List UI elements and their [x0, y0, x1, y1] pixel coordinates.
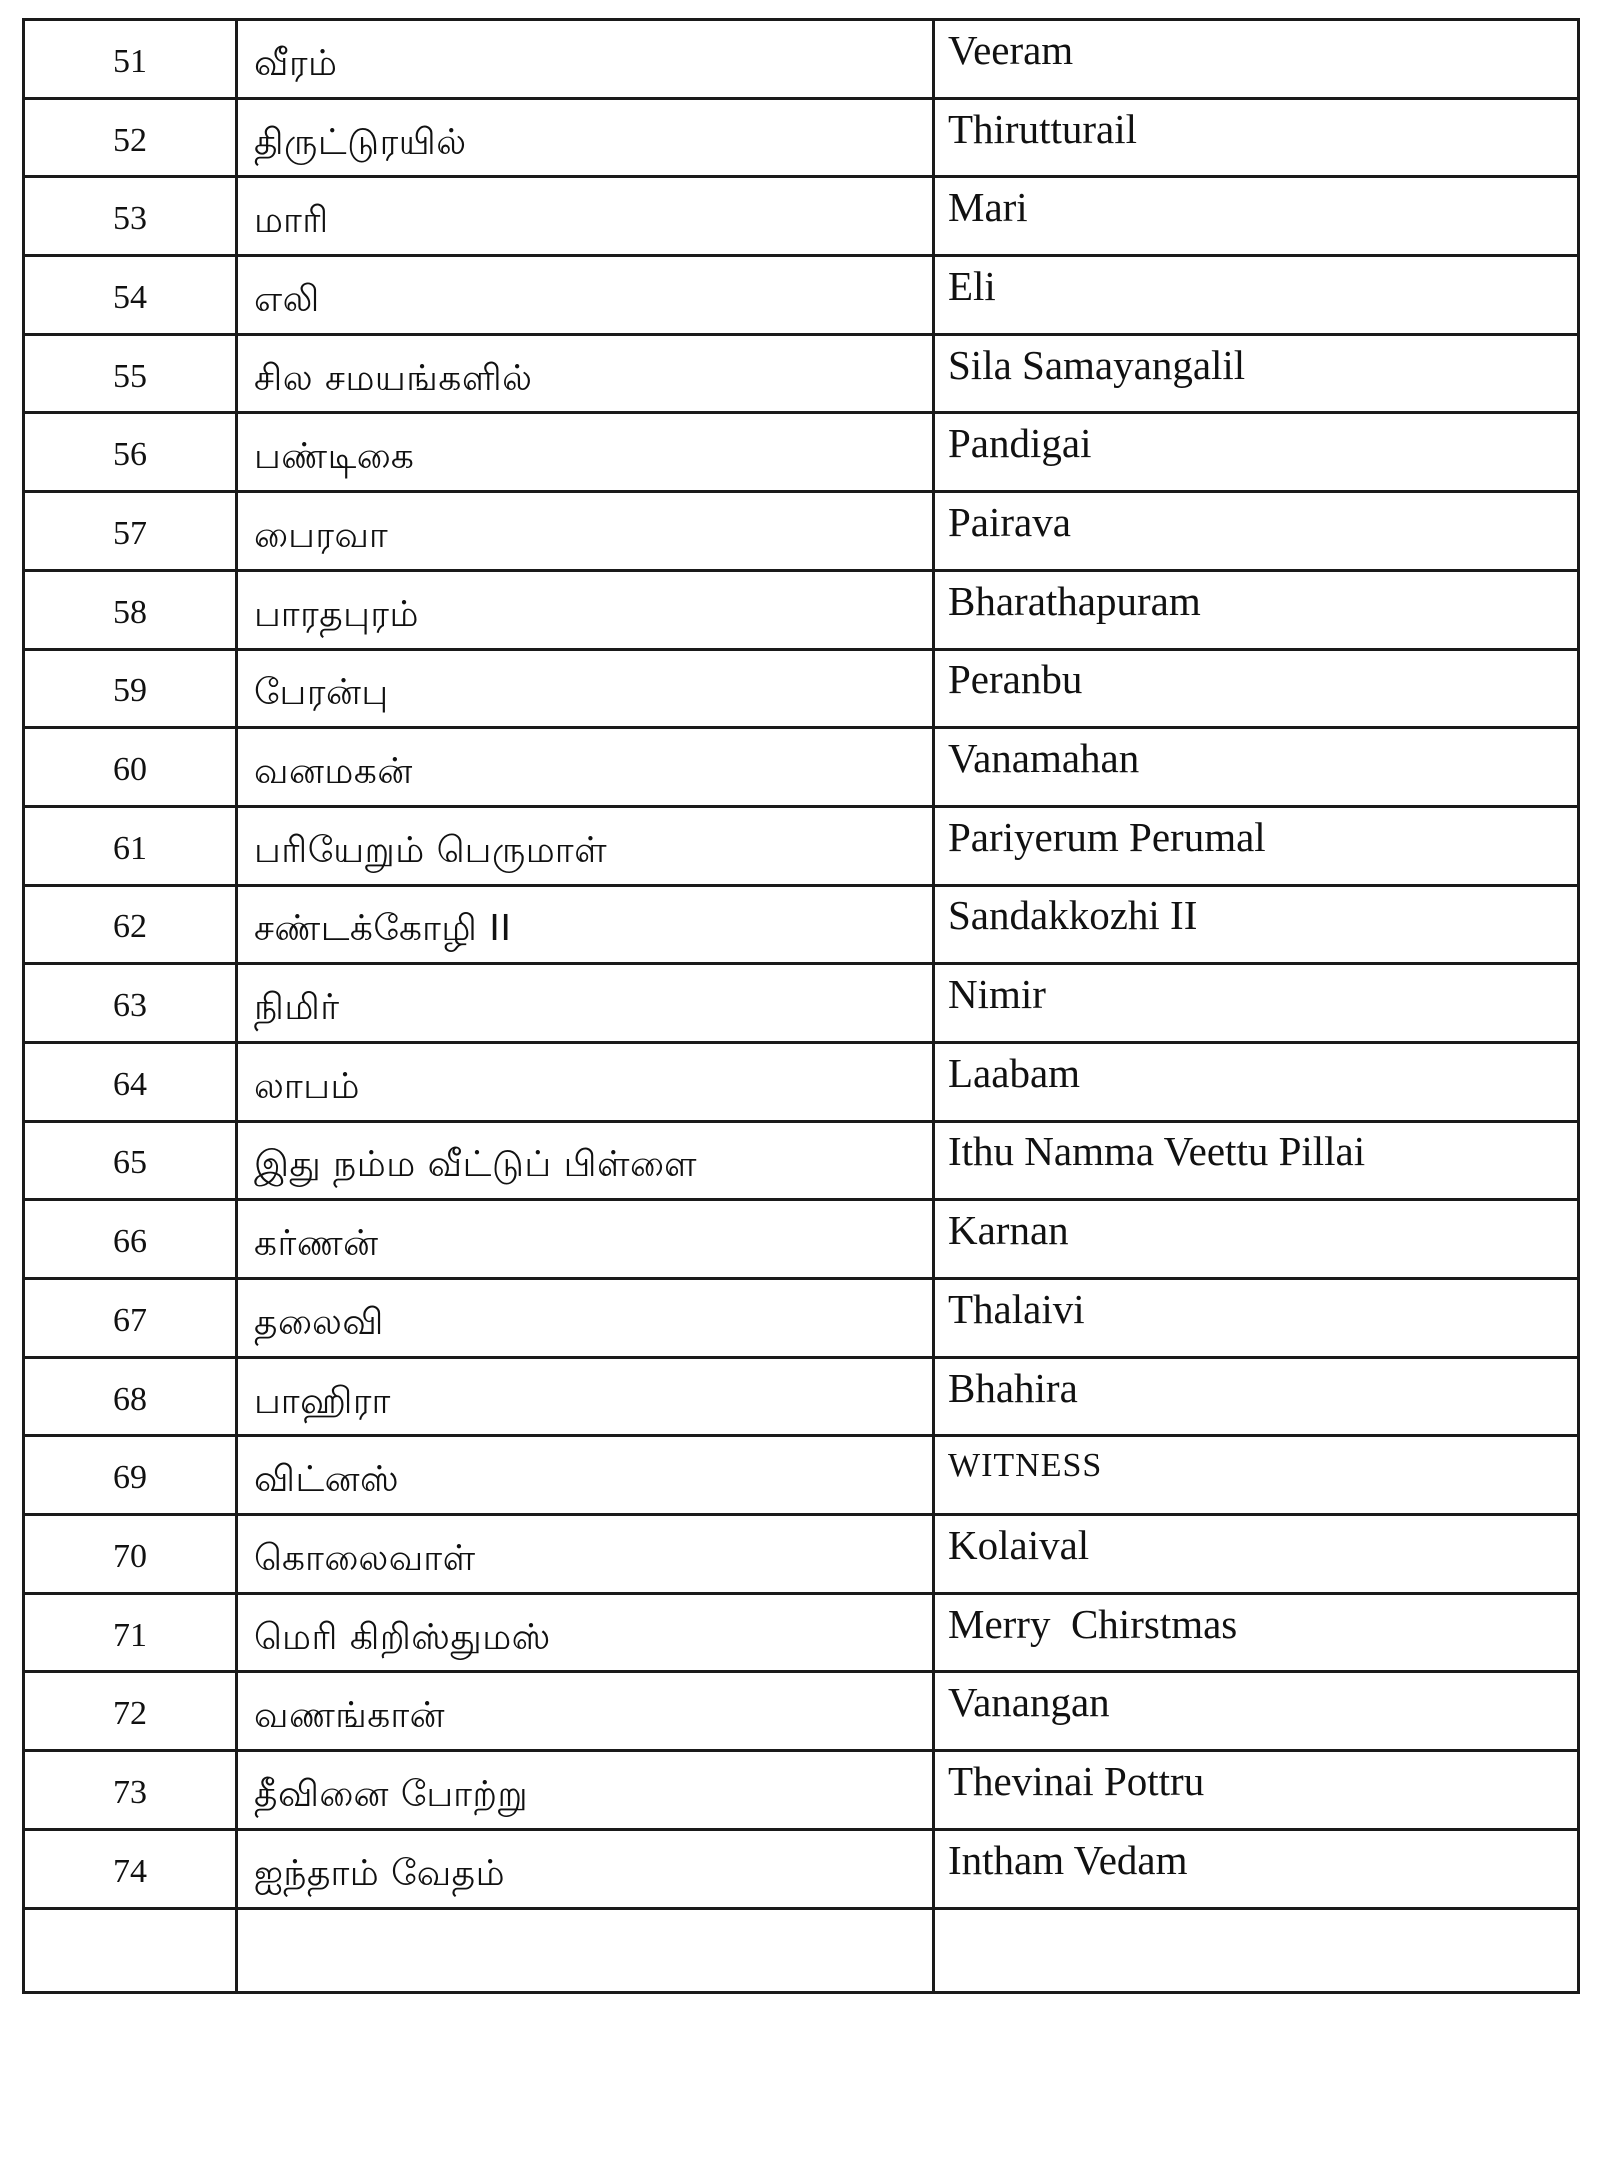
english-title: Sila Samayangalil — [934, 334, 1579, 413]
row-number: 73 — [24, 1751, 237, 1830]
english-title: Eli — [934, 256, 1579, 335]
english-title: Laabam — [934, 1042, 1579, 1121]
english-title: WITNESS — [934, 1436, 1579, 1515]
tamil-title: பாஹிரா — [237, 1357, 934, 1436]
english-title: Kolaival — [934, 1515, 1579, 1594]
table-row — [24, 728, 1579, 807]
row-number: 55 — [24, 334, 237, 413]
row-number: 72 — [24, 1672, 237, 1751]
english-title: Pariyerum Perumal — [934, 806, 1579, 885]
english-title: Thirutturail — [934, 98, 1579, 177]
table-row — [24, 885, 1579, 964]
english-title: Bhahira — [934, 1357, 1579, 1436]
table-row — [24, 98, 1579, 177]
tamil-title: எலி — [237, 256, 934, 335]
tamil-title: மாரி — [237, 177, 934, 256]
english-title: Veeram — [934, 20, 1579, 99]
table-row — [24, 806, 1579, 885]
english-title: Merry Chirstmas — [934, 1593, 1579, 1672]
english-title: Vanangan — [934, 1672, 1579, 1751]
row-number: 68 — [24, 1357, 237, 1436]
tamil-title: மெரி கிறிஸ்துமஸ் — [237, 1593, 934, 1672]
row-number: 64 — [24, 1042, 237, 1121]
english-title: Thalaivi — [934, 1279, 1579, 1358]
tamil-title: நிமிர் — [237, 964, 934, 1043]
row-number: 52 — [24, 98, 237, 177]
tamil-title: சில சமயங்களில் — [237, 334, 934, 413]
tamil-title: சண்டக்கோழி II — [237, 885, 934, 964]
table-row — [24, 1515, 1579, 1594]
tamil-title: பரியேறும் பெருமாள் — [237, 806, 934, 885]
tamil-title: கர்ணன் — [237, 1200, 934, 1279]
empty-cell — [24, 1908, 237, 1992]
row-number: 67 — [24, 1279, 237, 1358]
tamil-title: பைரவா — [237, 492, 934, 571]
english-title: Mari — [934, 177, 1579, 256]
english-title: Intham Vedam — [934, 1829, 1579, 1908]
table-row — [24, 1279, 1579, 1358]
row-number: 65 — [24, 1121, 237, 1200]
english-title: Bharathapuram — [934, 570, 1579, 649]
row-number: 69 — [24, 1436, 237, 1515]
table-row — [24, 413, 1579, 492]
tamil-title: வனமகன் — [237, 728, 934, 807]
english-title: Thevinai Pottru — [934, 1751, 1579, 1830]
table-row — [24, 177, 1579, 256]
film-list-table — [22, 18, 1580, 1994]
tamil-title: திருட்டுரயில் — [237, 98, 934, 177]
row-number: 59 — [24, 649, 237, 728]
table-row — [24, 492, 1579, 571]
row-number: 61 — [24, 806, 237, 885]
table-row — [24, 964, 1579, 1043]
row-number: 56 — [24, 413, 237, 492]
film-list-table-container — [22, 18, 1580, 1994]
row-number: 60 — [24, 728, 237, 807]
row-number: 70 — [24, 1515, 237, 1594]
tamil-title: தலைவி — [237, 1279, 934, 1358]
row-number: 54 — [24, 256, 237, 335]
tamil-title: தீவினை போற்று — [237, 1751, 934, 1830]
english-title: Vanamahan — [934, 728, 1579, 807]
english-title: Sandakkozhi II — [934, 885, 1579, 964]
tamil-title: பாரதபுரம் — [237, 570, 934, 649]
tamil-title: வீரம் — [237, 20, 934, 99]
table-row — [24, 649, 1579, 728]
row-number: 58 — [24, 570, 237, 649]
tamil-title: ஐந்தாம் வேதம் — [237, 1829, 934, 1908]
row-number: 51 — [24, 20, 237, 99]
english-title: Ithu Namma Veettu Pillai — [934, 1121, 1579, 1200]
table-row — [24, 20, 1579, 99]
empty-table-row — [24, 1908, 1579, 1992]
empty-cell — [237, 1908, 934, 1992]
table-row — [24, 256, 1579, 335]
table-row — [24, 1829, 1579, 1908]
row-number: 62 — [24, 885, 237, 964]
table-row — [24, 1200, 1579, 1279]
english-title: Peranbu — [934, 649, 1579, 728]
english-title: Karnan — [934, 1200, 1579, 1279]
english-title: Pandigai — [934, 413, 1579, 492]
row-number: 57 — [24, 492, 237, 571]
row-number: 66 — [24, 1200, 237, 1279]
table-row — [24, 1042, 1579, 1121]
row-number: 74 — [24, 1829, 237, 1908]
row-number: 71 — [24, 1593, 237, 1672]
tamil-title: இது நம்ம வீட்டுப் பிள்ளை — [237, 1121, 934, 1200]
table-row — [24, 1672, 1579, 1751]
table-row — [24, 1121, 1579, 1200]
empty-cell — [934, 1908, 1579, 1992]
table-row — [24, 570, 1579, 649]
english-title: Pairava — [934, 492, 1579, 571]
table-body — [24, 20, 1579, 1993]
table-row — [24, 1436, 1579, 1515]
tamil-title: லாபம் — [237, 1042, 934, 1121]
row-number: 53 — [24, 177, 237, 256]
table-row — [24, 1357, 1579, 1436]
tamil-title: கொலைவாள் — [237, 1515, 934, 1594]
english-title: Nimir — [934, 964, 1579, 1043]
tamil-title: பண்டிகை — [237, 413, 934, 492]
table-row — [24, 1751, 1579, 1830]
tamil-title: பேரன்பு — [237, 649, 934, 728]
row-number: 63 — [24, 964, 237, 1043]
table-row — [24, 1593, 1579, 1672]
tamil-title: விட்னஸ் — [237, 1436, 934, 1515]
tamil-title: வணங்கான் — [237, 1672, 934, 1751]
table-row — [24, 334, 1579, 413]
